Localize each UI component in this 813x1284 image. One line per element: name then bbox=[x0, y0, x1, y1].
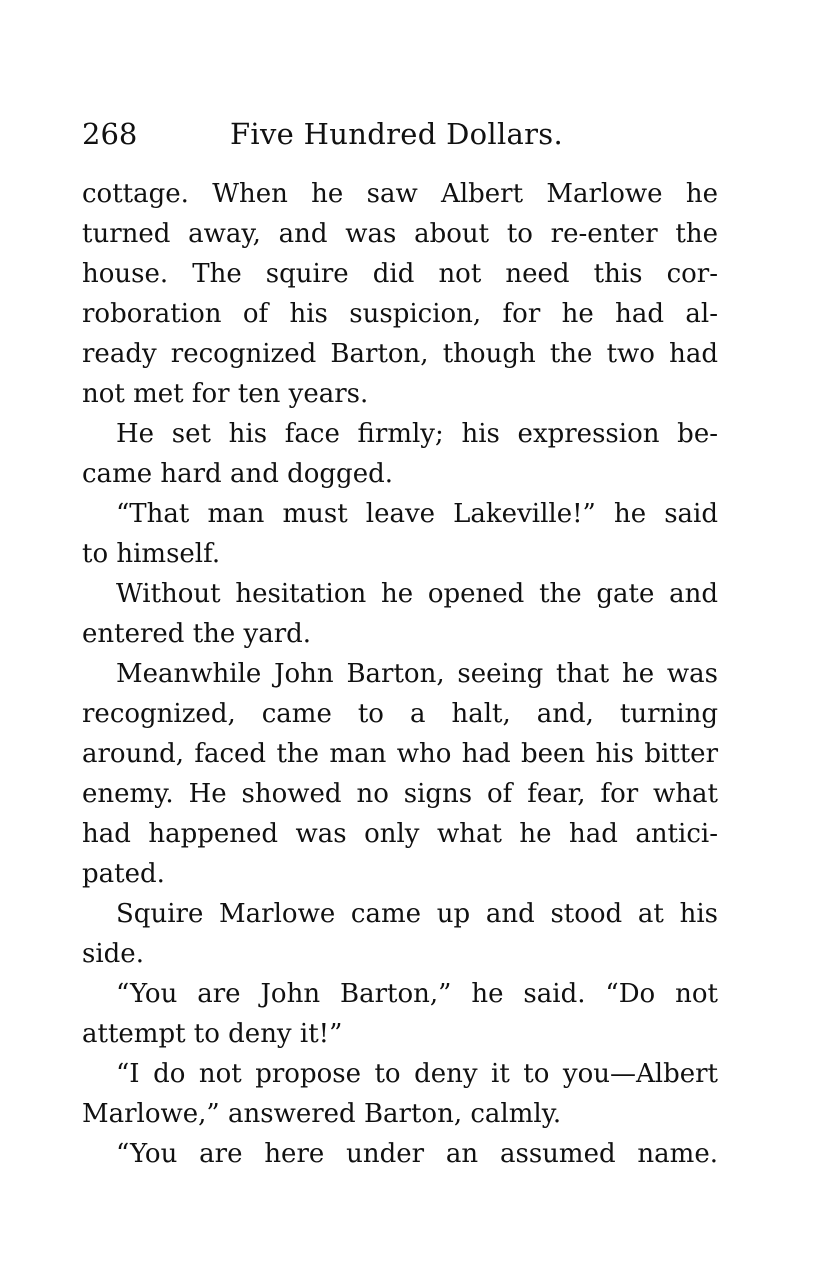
text-line: to himself. bbox=[82, 539, 221, 569]
text-line: Without hesitation he opened the gate and bbox=[116, 579, 718, 609]
text-line: “You are John Barton,” he said. “Do not bbox=[116, 979, 718, 1009]
page-number: 268 bbox=[82, 117, 138, 151]
text-line: “That man must leave Lakeville!” he said bbox=[116, 499, 718, 529]
text-line: had happened was only what he had antici- bbox=[82, 819, 718, 849]
text-line: Squire Marlowe came up and stood at his bbox=[116, 899, 718, 929]
text-line: Meanwhile John Barton, seeing that he was bbox=[116, 659, 718, 689]
text-line: He set his face firmly; his expression be- bbox=[116, 419, 718, 449]
text-line: entered the yard. bbox=[82, 619, 312, 649]
text-line: side. bbox=[82, 939, 144, 969]
text-line: ready recognized Barton, though the two had bbox=[82, 339, 718, 369]
text-line: Marlowe,” answered Barton, calmly. bbox=[82, 1099, 562, 1129]
text-line: pated. bbox=[82, 859, 165, 889]
text-line: roboration of his suspicion, for he had al- bbox=[82, 299, 718, 329]
page-header bbox=[82, 112, 718, 156]
text-line: enemy. He showed no signs of fear, for what bbox=[82, 779, 718, 809]
text-line: “I do not propose to deny it to you—Albert bbox=[116, 1059, 718, 1089]
text-line: came hard and dogged. bbox=[82, 459, 393, 489]
text-line: around, faced the man who had been his bitter bbox=[82, 739, 718, 769]
text-line: turned away, and was about to re-enter the bbox=[82, 219, 718, 249]
book-page bbox=[82, 112, 718, 1174]
running-title: Five Hundred Dollars. bbox=[230, 117, 563, 151]
text-line: cottage. When he saw Albert Marlowe he bbox=[82, 179, 718, 209]
text-line: “You are here under an assumed name. bbox=[116, 1139, 718, 1169]
text-line: attempt to deny it!” bbox=[82, 1019, 343, 1049]
text-line: recognized, came to a halt, and, turning bbox=[82, 699, 718, 729]
text-line: not met for ten years. bbox=[82, 379, 369, 409]
text-line: house. The squire did not need this cor- bbox=[82, 259, 718, 289]
body-text bbox=[82, 174, 718, 1174]
